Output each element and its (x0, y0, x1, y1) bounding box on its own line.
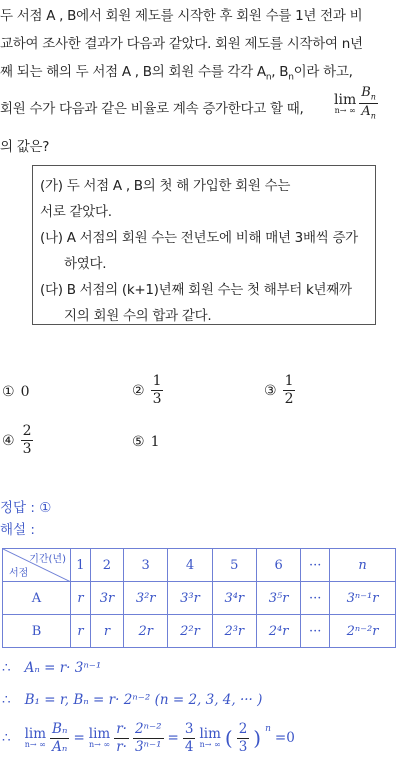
table-cell: ··· (301, 615, 330, 648)
table-row (3, 582, 396, 615)
table-cell: r (90, 615, 123, 648)
question-line-5: 의 값은? (0, 139, 50, 155)
table-cell: 3²r (124, 582, 168, 615)
question-line-4: 회원 수가 다음과 같은 비율로 계속 증가한다고 할 때, (0, 101, 304, 117)
table-cell: 3ⁿ⁻¹r (330, 582, 396, 615)
solution-eq-3: ∴ lim n→ ∞ $\frac{\text{Bₙ}}{\text{Aₙ}}$ = lim n→ ∞ $\frac{r\cdot}{r\cdot}$ $\frac{\text{2ⁿ⁻²}}{\text{3ⁿ⁻¹}}$ = $\frac{3}{4}$ lim n→ ∞ ( $\frac{2}{3}$ ) $^n$ =0 (2, 721, 295, 755)
table-row (3, 615, 396, 648)
table-col-header: 3 (124, 549, 168, 582)
choice-5[interactable]: ⑤ 1 (132, 434, 160, 450)
table-col-header: 1 (71, 549, 91, 582)
table-corner-cell: 기간(년) 서점 (3, 549, 71, 582)
solution-eq-1: ∴ Aₙ = r· 3ⁿ⁻¹ (2, 660, 102, 676)
table-cell: 2ⁿ⁻²r (330, 615, 396, 648)
choice-2[interactable]: ② $\frac{1}{3}$ (132, 373, 162, 408)
table-col-header: 4 (168, 549, 212, 582)
table-col-header: 5 (212, 549, 256, 582)
table-col-header: ··· (301, 549, 330, 582)
question-line-3: 째 되는 해의 두 서점 A , B의 회원 수를 각각 $A_n$, $B_n$이라 하고, (0, 64, 353, 83)
condition-na: (나) A 서점의 회원 수는 전년도에 비해 매년 3배씩 증가 (40, 230, 358, 246)
condition-da: (다) B 서점의 (k+1)년째 회원 수는 첫 해부터 k년째까 (40, 282, 352, 298)
condition-na-cont: 하였다. (64, 256, 107, 272)
table-cell: ··· (301, 582, 330, 615)
condition-da-cont: 지의 회원 수의 합과 같다. (64, 308, 212, 324)
table-cell: 2r (124, 615, 168, 648)
table-row-label: B (3, 615, 71, 648)
table-cell: 3r (90, 582, 123, 615)
table-col-header: n (330, 549, 396, 582)
table-cell: 2⁴r (256, 615, 300, 648)
solution-eq-2: ∴ B₁ = r, Bₙ = r· 2ⁿ⁻² (n = 2, 3, 4, ··· ) (2, 692, 263, 708)
table-cell: 3⁴r (212, 582, 256, 615)
question-limit-expression: lim n→ ∞ $\frac{B_n}{A_n}$ (334, 85, 376, 121)
choice-3[interactable]: ③ $\frac{1}{2}$ (264, 373, 294, 408)
table-cell: 3⁵r (256, 582, 300, 615)
table-cell: r (71, 615, 91, 648)
condition-ga-cont: 서로 같았다. (40, 204, 112, 220)
table-cell: 3³r (168, 582, 212, 615)
table-cell: 2²r (168, 615, 212, 648)
question-line-1: 두 서점 A , B에서 회원 제도를 시작한 후 회원 수를 1년 전과 비 (0, 8, 363, 24)
table-cell: 2³r (212, 615, 256, 648)
choice-4[interactable]: ④ $\frac{2}{3}$ (2, 423, 32, 458)
answer-label: 정답 : ① (0, 500, 52, 516)
table-header-row (3, 549, 396, 582)
table-col-header: 6 (256, 549, 300, 582)
condition-ga: (가) 두 서점 A , B의 첫 해 가입한 회원 수는 (40, 178, 291, 194)
question-line-2: 교하여 조사한 결과가 다음과 같았다. 회원 제도를 시작하여 n년 (0, 36, 363, 52)
solution-table (2, 548, 396, 648)
table-col-header: 2 (90, 549, 123, 582)
explanation-label: 해설 : (0, 522, 35, 538)
table-row-label: A (3, 582, 71, 615)
choice-1[interactable]: ① 0 (2, 384, 30, 400)
table-cell: r (71, 582, 91, 615)
